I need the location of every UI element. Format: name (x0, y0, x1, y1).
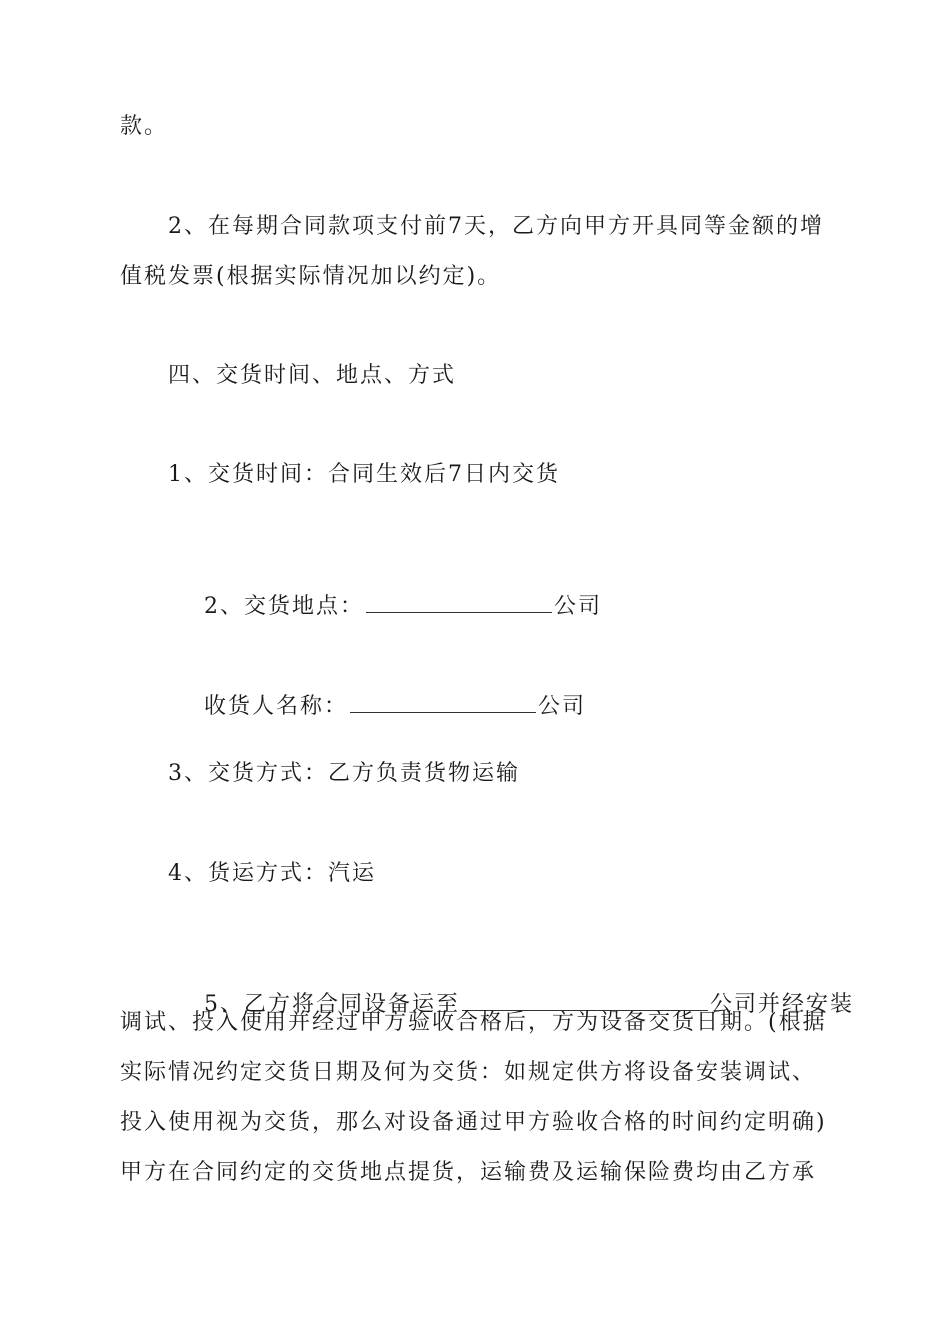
paragraph-line: 1、交货时间：合同生效后7日内交货 (168, 462, 560, 487)
line-prefix: 2、交货地点： (203, 594, 364, 619)
paragraph-line: 值税发票(根据实际情况加以约定)。 (120, 264, 502, 289)
line-suffix: 公司并经安装 (709, 992, 854, 1017)
line-suffix: 公司 (553, 594, 602, 619)
paragraph-line: 甲方在合同约定的交货地点提货，运输费及运输保险费均由乙方承 (120, 1160, 817, 1185)
line-suffix: 公司 (538, 694, 587, 719)
paragraph-line: 2、在每期合同款项支付前7天，乙方向甲方开具同等金额的增 (168, 214, 824, 239)
fill-in-blank (350, 690, 536, 713)
line-prefix: 5、乙方将合同设备运至 (203, 992, 460, 1017)
paragraph-line: 实际情况约定交货日期及何为交货：如规定供方将设备安装调试、 (120, 1060, 817, 1085)
paragraph-line: 款。 (120, 114, 169, 139)
line-prefix: 收货人名称： (203, 694, 348, 719)
paragraph-line (168, 560, 602, 652)
paragraph-line: 4、货运方式：汽运 (168, 861, 376, 886)
paragraph-line: 调试、投入使用并经过甲方验收合格后，方为设备交货日期。(根据 (120, 1010, 827, 1035)
paragraph-line: 3、交货方式：乙方负责货物运输 (168, 761, 520, 786)
fill-in-blank (366, 590, 552, 613)
section-heading: 四、交货时间、地点、方式 (168, 363, 457, 388)
paragraph-line: 投入使用视为交货，那么对设备通过甲方验收合格的时间约定明确) (120, 1110, 827, 1135)
paragraph-line (168, 660, 586, 752)
